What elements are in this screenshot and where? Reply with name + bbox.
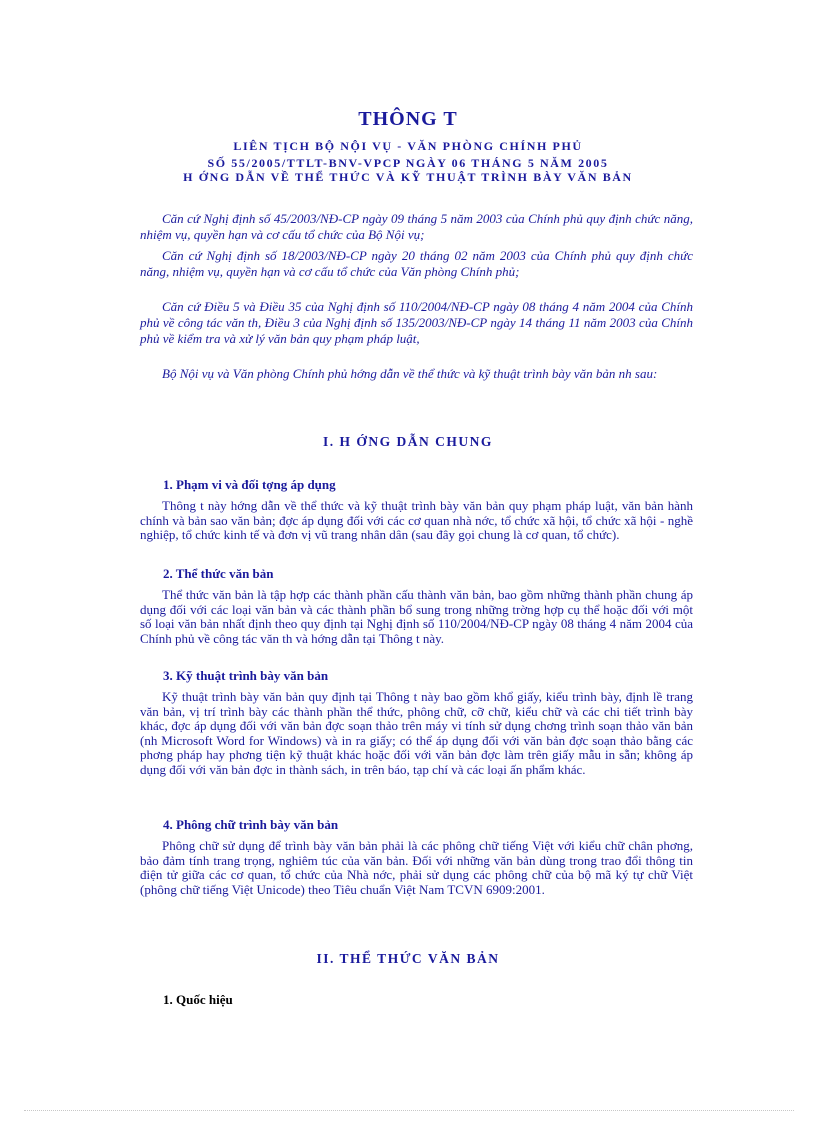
preamble-paragraph-3: Căn cứ Điều 5 và Điều 35 của Nghị định số 110/2004/NĐ-CP ngày 08 tháng 4 năm 2004 của Chính phủ về công tác văn th, Điều 3 của Nghị định số 135/2003/NĐ-CP ngày 14 tháng 11 năm 2003 của Chính phủ về kiểm tra và xử lý văn bản quy phạm pháp luật,: [140, 299, 693, 346]
preamble-paragraph-1: Căn cứ Nghị định số 45/2003/NĐ-CP ngày 09 tháng 5 năm 2003 của Chính phủ quy định chức năng, nhiệm vụ, quyền hạn và cơ cấu tổ chức của Bộ Nội vụ;: [140, 211, 693, 242]
section-2-item-1-heading: 1. Quốc hiệu: [163, 992, 233, 1007]
section-1-item-1-heading: 1. Phạm vi và đối tợng áp dụng: [163, 477, 336, 492]
subheading-subject: H ỚNG DẪN VỀ THỂ THỨC VÀ KỸ THUẬT TRÌNH BÀY VĂN BẢN: [183, 170, 633, 184]
page-break-line: [24, 1110, 794, 1111]
preamble-paragraph-2: Căn cứ Nghị định số 18/2003/NĐ-CP ngày 20 tháng 02 năm 2003 của Chính phủ quy định chức năng, nhiệm vụ, quyền hạn và cơ cấu tổ chức của Văn phòng Chính phủ;: [140, 248, 693, 279]
section-1-item-3-heading: 3. Kỹ thuật trình bày văn bản: [163, 668, 329, 683]
section-1-title: I. H ỚNG DẪN CHUNG: [323, 434, 493, 449]
document-title: THÔNG T: [358, 108, 458, 130]
section-1-item-2-text: Thể thức văn bản là tập hợp các thành phần cấu thành văn bản, bao gồm những thành phần chung áp dụng đối với các loại văn bản và các thành phần bổ sung trong những trờng hợp cụ thể hoặc đối với một số loại văn bản nhất định theo quy định tại Nghị định số 110/2004/NĐ-CP ngày 08 tháng 4 năm 2004 của Chính phủ về công tác văn th và hớng dẫn tại Thông t này.: [140, 587, 693, 646]
section-1-item-3-text: Kỹ thuật trình bày văn bản quy định tại Thông t này bao gồm khổ giấy, kiểu trình bày, định lề trang văn bản, vị trí trình bày các thành phần thể thức, phông chữ, cỡ chữ, kiểu chữ và các chi tiết trình bày khác, đợc áp dụng đối với văn bản đợc soạn thảo trên máy vi tính sử dụng chơng trình soạn thảo văn bản (nh Microsoft Word for Windows) và in ra giấy; có thể áp dụng đối với văn bản đợc soạn thảo bằng các phơng pháp hay phơng tiện kỹ thuật khác hoặc đối với văn bản đợc làm trên giấy mẫu in sẵn; không áp dụng đối với văn bản đợc in thành sách, in trên báo, tạp chí và các loại ấn phẩm khác.: [140, 689, 693, 777]
section-1-item-1-text: Thông t này hớng dẫn về thể thức và kỹ thuật trình bày văn bản quy phạm pháp luật, văn bản hành chính và bản sao văn bản; đợc áp dụng đối với các cơ quan nhà nớc, tổ chức xã hội, tổ chức xã hội - nghề nghiệp, tổ chức kinh tế và đơn vị vũ trang nhân dân (sau đây gọi chung là cơ quan, tổ chức).: [140, 498, 693, 542]
subheading-number-date: SỐ 55/2005/TTLT-BNV-VPCP NGÀY 06 THÁNG 5 NĂM 2005: [207, 156, 609, 170]
section-1-item-4-heading: 4. Phông chữ trình bày văn bản: [163, 817, 339, 832]
subheading-issuer: LIÊN TỊCH BỘ NỘI VỤ - VĂN PHÒNG CHÍNH PHỦ: [233, 139, 583, 153]
preamble-paragraph-4: Bộ Nội vụ và Văn phòng Chính phủ hớng dẫn về thể thức và kỹ thuật trình bày văn bản nh sau:: [162, 366, 658, 381]
section-2-title: II. THỂ THỨC VĂN BẢN: [316, 951, 500, 966]
section-1-item-2-heading: 2. Thể thức văn bản: [163, 566, 274, 581]
section-1-item-4-text: Phông chữ sử dụng để trình bày văn bản phải là các phông chữ tiếng Việt với kiểu chữ chân phơng, bảo đảm tính trang trọng, nghiêm túc của văn bản. Đối với những văn bản dùng trong trao đổi thông tin điện tử giữa các cơ quan, tổ chức của Nhà nớc, phải sử dụng các phông chữ của bộ mã ký tự chữ Việt (phông chữ tiếng Việt Unicode) theo Tiêu chuẩn Việt Nam TCVN 6909:2001.: [140, 838, 693, 897]
